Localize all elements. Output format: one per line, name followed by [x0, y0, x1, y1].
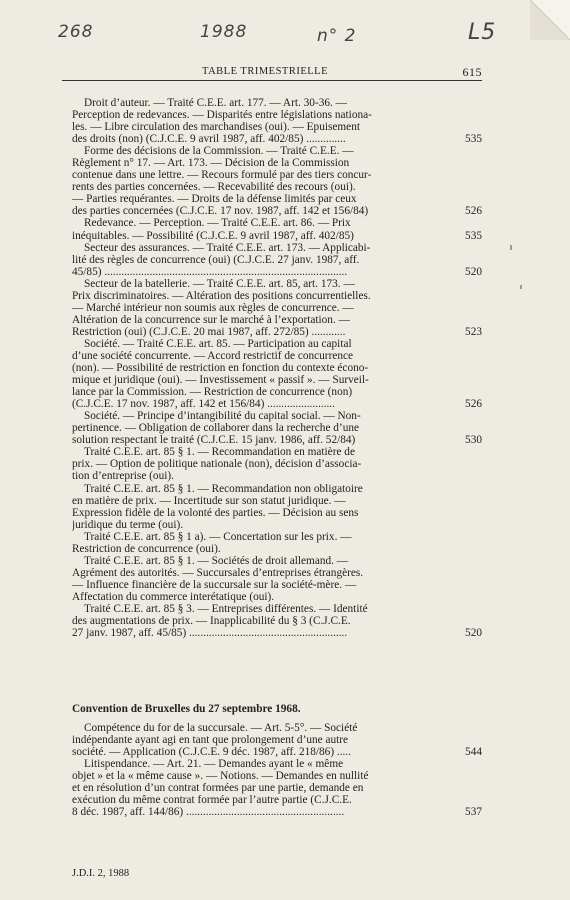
entry-line: des droits (non) (C.J.C.E. 9 avril 1987, aff. 402/85) .............. [72, 133, 346, 146]
entry-line: Expression fidèle de la volonté des parties. — Décision au sens [72, 506, 359, 519]
entry-line: prix. — Option de politique nationale (non), décision d’associa- [72, 458, 362, 471]
entry-line: Restriction (oui) (C.J.C.E. 20 mai 1987, aff. 272/85) ............ [72, 325, 346, 338]
handwritten-annotation-left: 268 [58, 22, 94, 42]
margin-mark [520, 285, 522, 289]
entry-line: Traité C.E.E. art. 85 § 3. — Entreprises différentes. — Identité [84, 602, 368, 615]
entry-line: — Influence financière de la succursale sur la société-mère. — [72, 578, 357, 591]
entry-line: Compétence du for de la succursale. — Art. 5-5°. — Société [84, 722, 358, 734]
entry-line: Altération de la concurrence sur le marché à l’exportation. — [72, 313, 350, 326]
entry-line: Secteur des assurances. — Traité C.E.E. art. 173. — Applicabi- [84, 241, 371, 254]
entry-line: Traité C.E.E. art. 85 § 1. — Recommandation non obligatoire [84, 482, 363, 495]
header-rule [62, 80, 482, 81]
entry-page-number: 523 [465, 325, 482, 338]
handwritten-annotation-number: n° 2 [317, 26, 357, 46]
index-entry [72, 531, 482, 555]
entry-line: contenue dans une lettre. — Recours formulé par des tiers concur- [72, 169, 372, 182]
section-title: Convention de Bruxelles du 27 septembre 1968. [72, 703, 301, 715]
margin-mark [510, 245, 512, 250]
entry-line: (non). — Possibilité de restriction en fonction du contexte écono- [72, 362, 369, 375]
index-entry [72, 338, 482, 410]
entry-page-number: 537 [465, 806, 482, 819]
entry-line: (C.J.C.E. 17 nov. 1987, aff. 142 et 156/84) ........................ [72, 398, 335, 411]
entry-line: 8 déc. 1987, aff. 144/86) ........................................................ [72, 806, 345, 819]
entry-line: Redevance. — Perception. — Traité C.E.E. art. 86. — Prix [84, 217, 351, 230]
index-entry [72, 410, 482, 446]
entry-page-number: 535 [465, 229, 482, 242]
entry-page-number: 530 [465, 434, 482, 447]
footer-citation: J.D.I. 2, 1988 [72, 868, 130, 879]
entry-line: Société. — Principe d’intangibilité du capital social. — Non- [84, 410, 361, 423]
entry-line: société. — Application (C.J.C.E. 9 déc. 1987, aff. 218/86) ..... [72, 746, 352, 759]
section-entries [72, 722, 482, 818]
entry-line: Règlement n° 17. — Art. 173. — Décision de la Commission [72, 157, 350, 170]
entry-line: mique et juridique (oui). — Investissement « passif ». — Surveil- [72, 374, 369, 387]
index-entry [72, 446, 482, 482]
entry-line: Traité C.E.E. art. 85 § 1 a). — Concertation sur les prix. — [84, 530, 352, 543]
index-entry [72, 483, 482, 531]
entry-line: exécution du même contrat formée par l’autre partie (C.J.C.E. [72, 794, 352, 807]
entry-line: en matière de prix. — Incertitude sur son statut juridique. — [72, 494, 346, 507]
entry-line: Droit d’auteur. — Traité C.E.E. art. 177. — Art. 30-36. — [84, 97, 347, 109]
entry-line: — Parties requérantes. — Droits de la défense limités par ceux [72, 193, 357, 206]
entry-line: Agrément des autorités. — Succursales d’entreprises étrangères. [72, 566, 364, 579]
index-entry [72, 758, 482, 818]
header-title: TABLE TRIMESTRIELLE [202, 66, 328, 77]
entry-line: Prix discriminatoires. — Altération des positions concurrentielles. [72, 289, 371, 302]
entry-line: 27 janv. 1987, aff. 45/85) ........................................................ [72, 627, 348, 640]
entry-line: Affectation du commerce interétatique (oui). [72, 590, 275, 603]
handwritten-annotation-year: 1988 [200, 22, 248, 42]
entry-page-number: 544 [465, 746, 482, 759]
index-entry [72, 145, 482, 217]
entry-line: Traité C.E.E. art. 85 § 1. — Recommandation en matière de [84, 446, 355, 459]
entry-line: rents des parties concernées. — Recevabilité des recours (oui). [72, 181, 356, 194]
entry-line: pertinence. — Obligation de collaborer dans la recherche d’une [72, 422, 360, 435]
index-entry [72, 722, 482, 758]
entry-page-number: 526 [465, 398, 482, 411]
index-entry [72, 97, 482, 145]
page-corner-fold [530, 0, 570, 40]
entry-line: tion d’entreprise (oui). [72, 470, 174, 483]
entry-line: 45/85) ...................................................................................... [72, 265, 348, 278]
header-page-number: 615 [462, 65, 482, 79]
index-entry [72, 278, 482, 338]
entry-line: — Marché intérieur non soumis aux règles de concurrence. — [72, 301, 354, 314]
entry-page-number: 520 [465, 265, 482, 278]
entry-line: Société. — Traité C.E.E. art. 85. — Participation au capital [84, 337, 352, 350]
entry-line: Perception de redevances. — Disparités entre législations nationa- [72, 109, 372, 122]
entry-line: des parties concernées (C.J.C.E. 17 nov. 1987, aff. 142 et 156/84) [72, 205, 369, 218]
index-entries [72, 97, 482, 639]
index-entry [72, 603, 482, 639]
entry-line: Restriction de concurrence (oui). [72, 542, 221, 555]
entry-line: Secteur de la batellerie. — Traité C.E.E. art. 85, art. 173. — [84, 277, 355, 290]
entry-line: et en résolution d’un contrat formées par une partie, demande en [72, 782, 364, 795]
entry-page-number: 526 [465, 205, 482, 218]
entry-line: lance par la Commission. — Restriction de concurrence (non) [72, 386, 353, 399]
entry-line: Forme des décisions de la Commission. — Traité C.E.E. — [84, 145, 354, 158]
entry-line: lité des règles de concurrence (oui) (C.J.C.E. 27 janv. 1987, aff. [72, 253, 360, 266]
entry-line: Traité C.E.E. art. 85 § 1. — Sociétés de droit allemand. — [84, 554, 349, 567]
entry-line: d’une société concurrente. — Accord restrictif de concurrence [72, 349, 354, 362]
entry-line: des augmentations de prix. — Inapplicabilité du § 3 (C.J.C.E. [72, 615, 351, 628]
entry-page-number: 535 [465, 133, 482, 146]
index-entry [72, 242, 482, 278]
entry-line: solution respectant le traité (C.J.C.E. 15 janv. 1986, aff. 52/84) [72, 434, 356, 447]
entry-line: Litispendance. — Art. 21. — Demandes ayant le « même [84, 758, 344, 771]
entry-page-number: 520 [465, 627, 482, 640]
entry-line: juridique du terme (oui). [72, 518, 184, 531]
index-entry [72, 555, 482, 603]
entry-line: les. — Libre circulation des marchandises (oui). — Epuisement [72, 121, 360, 134]
index-entry [72, 217, 482, 241]
entry-line: inéquitables. — Possibilité (C.J.C.E. 9 avril 1987, aff. 402/85) [72, 229, 354, 242]
entry-line: indépendante ayant agi en tant que prolongement d’une autre [72, 734, 349, 747]
handwritten-annotation-right: L5 [468, 20, 497, 45]
entry-line: objet » et la « même cause ». — Notions. — Demandes en nullité [72, 770, 369, 783]
running-header [62, 64, 482, 80]
